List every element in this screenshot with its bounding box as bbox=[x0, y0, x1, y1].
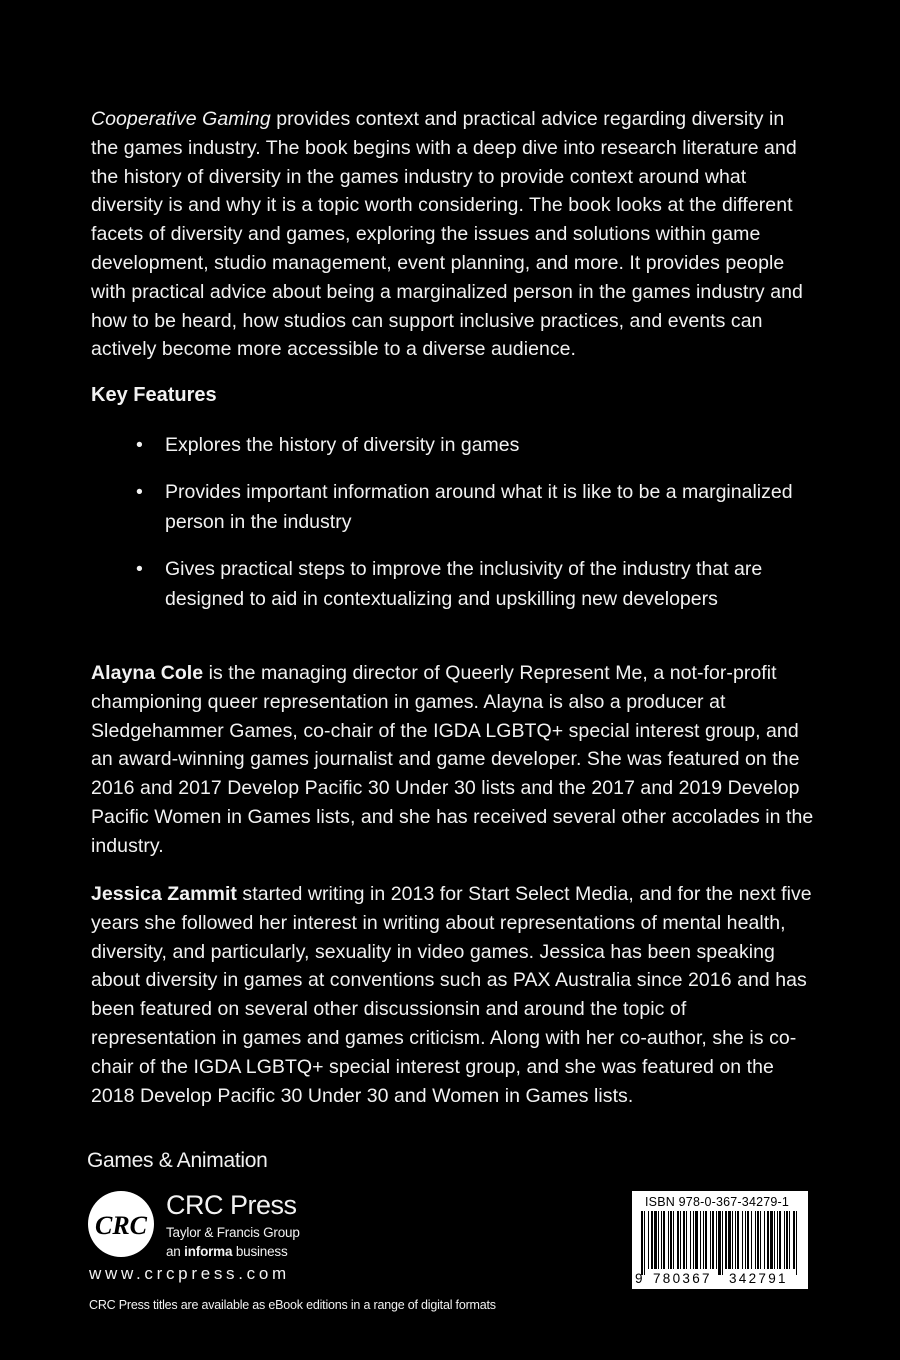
author-bio-text: is the managing director of Queerly Represent Me, a not-for-profit championing queer representation in games. Alayna is also a producer at Sledgehammer Games, co-chair of the IGDA LGBTQ+ special interest group, and an award-winning games journalist and game developer. She was featured on the 2016 and 2017 Develop Pacific 30 Under 30 lists and the 2017 and 2019 Develop Pacific Women in Games lists, and she has received several other accolades in the industry. bbox=[91, 662, 814, 857]
barcode-bar bbox=[683, 1211, 685, 1269]
publisher-url: www.crcpress.com bbox=[89, 1264, 290, 1283]
bullet-icon: • bbox=[136, 434, 143, 456]
barcode-bar bbox=[703, 1211, 704, 1269]
publisher-group: Taylor & Francis Group bbox=[166, 1225, 300, 1240]
barcode-bar bbox=[705, 1211, 707, 1269]
barcode-bar bbox=[764, 1211, 765, 1269]
barcode-bar bbox=[710, 1211, 711, 1269]
barcode-bar bbox=[751, 1211, 752, 1269]
author-bio-jessica bbox=[91, 880, 816, 1110]
barcode-bar bbox=[693, 1211, 694, 1269]
barcode-bar bbox=[695, 1211, 698, 1269]
barcode-bar bbox=[663, 1211, 665, 1269]
barcode-bar bbox=[755, 1211, 756, 1269]
barcode-bar bbox=[789, 1211, 790, 1269]
feature-item bbox=[91, 477, 816, 538]
crc-logo-text: CRC bbox=[94, 1211, 148, 1240]
barcode-bar bbox=[661, 1211, 662, 1269]
barcode-bar bbox=[747, 1211, 749, 1269]
key-features-heading: Key Features bbox=[91, 384, 217, 406]
barcode-bar bbox=[779, 1211, 781, 1269]
book-title: Cooperative Gaming bbox=[91, 108, 271, 130]
barcode-bar bbox=[680, 1211, 681, 1269]
barcode-bar bbox=[712, 1211, 714, 1269]
barcode-bar bbox=[770, 1211, 773, 1269]
barcode-bar bbox=[777, 1211, 778, 1269]
publisher-business: an informa business bbox=[166, 1244, 288, 1259]
ebook-note: CRC Press titles are available as eBook editions in a range of digital formats bbox=[89, 1298, 496, 1312]
barcode-bar bbox=[670, 1211, 672, 1269]
book-description bbox=[91, 105, 816, 364]
description-text: provides context and practical advice regarding diversity in the games industry. The book begins with a deep dive into research literature and the history of diversity in the games industry to provide context around what diversity is and why it is a topic worth considering. The book looks at the different facets of diversity and games, exploring the issues and solutions within game development, studio management, event planning, and more. It provides people with practical advice about being a marginalized person in the games industry and how to be heard, how studios can support inclusive practices, and events can actively become more accessible to a diverse audience. bbox=[91, 108, 803, 361]
barcode-bar bbox=[677, 1211, 679, 1269]
author-name: Jessica Zammit bbox=[91, 883, 237, 905]
category-label: Games & Animation bbox=[87, 1149, 268, 1172]
feature-item bbox=[91, 554, 816, 615]
barcode-bar bbox=[774, 1211, 775, 1269]
barcode-bar bbox=[767, 1211, 769, 1269]
author-bio-alayna bbox=[91, 659, 816, 861]
feature-text: Explores the history of diversity in games bbox=[165, 434, 520, 456]
barcode-digit-first: 9 bbox=[635, 1271, 643, 1286]
barcode-bar bbox=[722, 1211, 723, 1275]
barcode-digits-right: 342791 bbox=[729, 1271, 788, 1286]
barcode-bar bbox=[732, 1211, 733, 1269]
barcode-bar bbox=[648, 1211, 649, 1269]
barcode-bar bbox=[725, 1211, 727, 1269]
barcode-bar bbox=[757, 1211, 759, 1269]
barcode-bars-icon bbox=[641, 1211, 799, 1275]
barcode-bar bbox=[793, 1211, 795, 1269]
barcode-bar bbox=[654, 1211, 657, 1269]
isbn-barcode bbox=[632, 1191, 808, 1289]
bullet-icon: • bbox=[136, 480, 143, 503]
barcode-bar bbox=[718, 1211, 721, 1275]
barcode-bar bbox=[728, 1211, 731, 1269]
barcode-bar bbox=[651, 1211, 653, 1269]
barcode-bar bbox=[673, 1211, 674, 1269]
barcode-bar bbox=[737, 1211, 739, 1269]
key-features-list bbox=[91, 430, 816, 631]
barcode-bar bbox=[644, 1211, 645, 1275]
barcode-digits-left: 780367 bbox=[653, 1271, 712, 1286]
barcode-bar bbox=[786, 1211, 788, 1269]
barcode-bar bbox=[716, 1211, 717, 1269]
barcode-bar bbox=[686, 1211, 687, 1269]
isbn-label: ISBN 978-0-367-34279-1 bbox=[645, 1195, 790, 1209]
barcode-bar bbox=[745, 1211, 746, 1269]
barcode-bar bbox=[658, 1211, 659, 1269]
barcode-bar bbox=[760, 1211, 761, 1269]
barcode-bar bbox=[784, 1211, 785, 1269]
barcode-bar bbox=[735, 1211, 736, 1269]
bullet-icon: • bbox=[136, 557, 143, 580]
barcode-bar bbox=[668, 1211, 669, 1269]
feature-text: Gives practical steps to improve the inclusivity of the industry that are designed to aid in contextualizing and upskilling new developers bbox=[165, 557, 763, 610]
feature-text: Provides important information around what it is like to be a marginalized person in the industry bbox=[165, 480, 793, 533]
crc-logo-icon bbox=[87, 1190, 155, 1258]
author-bio-text: started writing in 2013 for Start Select Media, and for the next five years she followed her interest in writing about representations of mental health, diversity, and particularly, sexuality in video games. Jessica has been speaking about diversity in games at conventions such as PAX Australia since 2016 and has been featured on several other discussionsin and around the topic of representation in games and games criticism. Along with her co-author, she is co-chair of the IGDA LGBTQ+ special interest group, and she was featured on the 2018 Develop Pacific 30 Under 30 and Women in Games lists. bbox=[91, 883, 812, 1107]
barcode-bar bbox=[700, 1211, 701, 1269]
barcode-bar bbox=[690, 1211, 691, 1269]
author-name: Alayna Cole bbox=[91, 662, 204, 684]
publisher-name: CRC Press bbox=[166, 1190, 297, 1220]
barcode-bar bbox=[742, 1211, 743, 1269]
barcode-bar bbox=[641, 1211, 643, 1275]
barcode-bar bbox=[796, 1211, 797, 1275]
feature-item bbox=[91, 430, 816, 461]
